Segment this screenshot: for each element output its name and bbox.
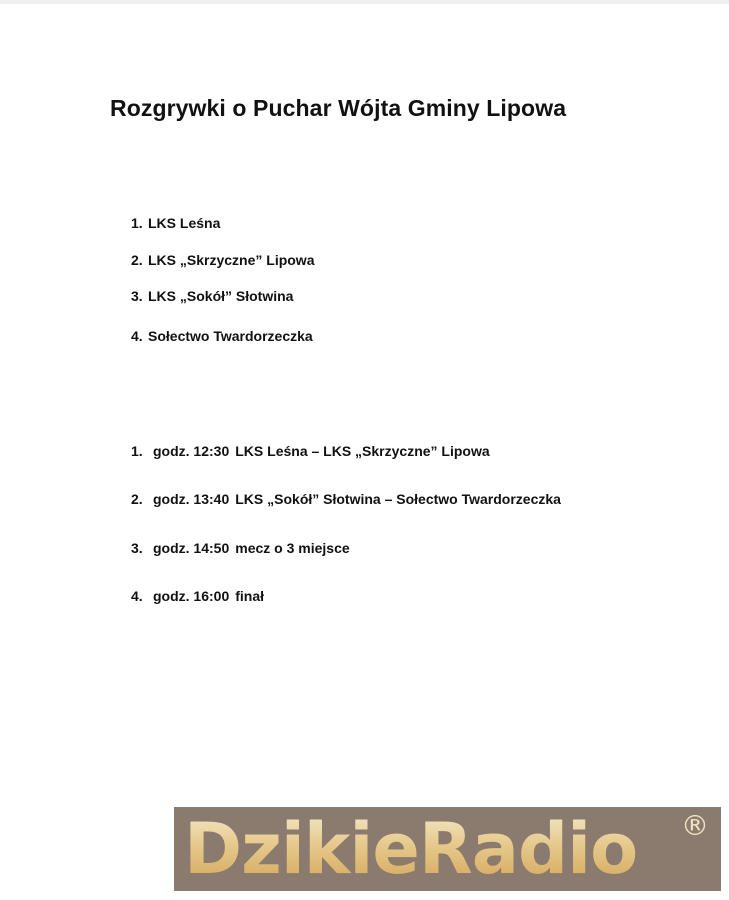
document-title: Rozgrywki o Puchar Wójta Gminy Lipowa xyxy=(110,95,567,121)
registered-mark-icon: ® xyxy=(681,809,709,842)
list-item xyxy=(131,251,314,269)
list-item-number: 2. xyxy=(131,252,143,268)
schedule-item-number: 1. xyxy=(131,443,143,459)
top-edge-strip xyxy=(0,0,729,4)
schedule-time: godz. 14:50 xyxy=(153,540,230,556)
dzikieradio-watermark xyxy=(174,807,721,891)
watermark-logo-text: DzikieRadio xyxy=(184,808,638,890)
schedule-time: godz. 12:30 xyxy=(153,443,230,459)
team-name: LKS Leśna xyxy=(148,215,221,231)
list-item xyxy=(131,327,313,345)
schedule-event: finał xyxy=(235,588,265,604)
list-item xyxy=(131,287,293,305)
schedule-item xyxy=(131,539,350,557)
list-item-number: 4. xyxy=(131,328,143,344)
schedule-item xyxy=(131,587,264,605)
schedule-item-number: 3. xyxy=(131,540,143,556)
team-name: LKS „Skrzyczne” Lipowa xyxy=(148,252,315,268)
schedule-item-number: 4. xyxy=(131,588,143,604)
schedule-item xyxy=(131,490,561,508)
schedule-event: mecz o 3 miejsce xyxy=(235,540,350,556)
team-name: Sołectwo Twardorzeczka xyxy=(148,328,313,344)
list-item xyxy=(131,214,220,232)
schedule-event: LKS „Sokół” Słotwina – Sołectwo Twardorzeczka xyxy=(235,491,561,507)
schedule-item-number: 2. xyxy=(131,491,143,507)
schedule-time: godz. 16:00 xyxy=(153,588,230,604)
list-item-number: 1. xyxy=(131,215,143,231)
team-name: LKS „Sokół” Słotwina xyxy=(148,288,294,304)
schedule-item xyxy=(131,442,490,460)
schedule-event: LKS Leśna – LKS „Skrzyczne” Lipowa xyxy=(235,443,490,459)
schedule-time: godz. 13:40 xyxy=(153,491,230,507)
list-item-number: 3. xyxy=(131,288,143,304)
